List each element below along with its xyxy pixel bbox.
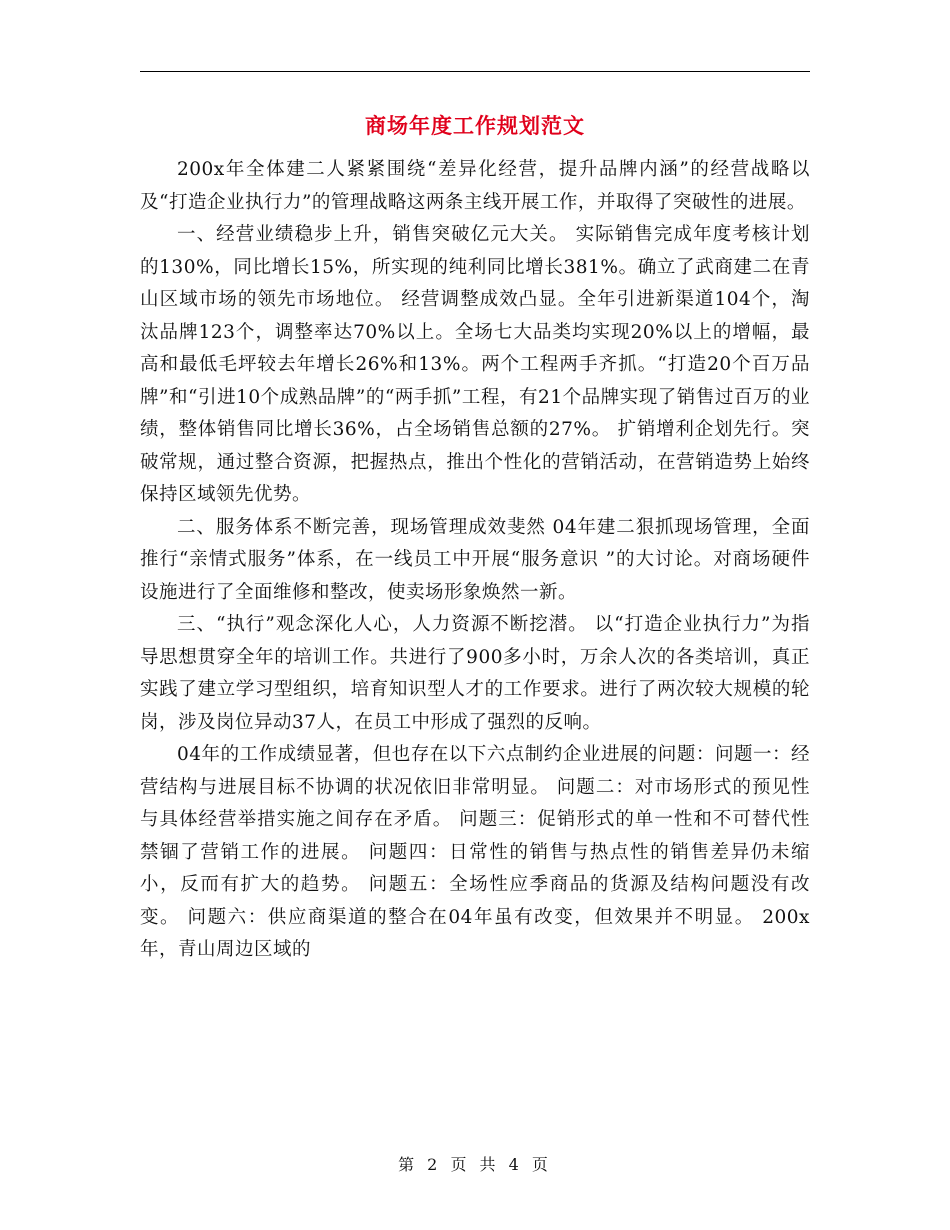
document-title: 商场年度工作规划范文 <box>365 113 585 138</box>
paragraph-section-1: 一、经营业绩稳步上升，销售突破亿元大关。 实际销售完成年度考核计划的130%，同比增长15%，所实现的纯利同比增长381%。确立了武商建二在青山区域市场的领先市场地位。 经营调整成效凸显。全年引进新渠道104个，淘汰品牌123个，调整率达70%以上。全场七大品类均实现20%以上的增幅，最高和最低毛坪较去年增长26%和13%。两个工程两手齐抓。“打造20个百万品牌”和“引进10个成熟品牌”的“两手抓”工程，有21个品牌实现了销售过百万的业绩，整体销售同比增长36%，占全场销售总额的27%。 扩销增利企划先行。突破常规，通过整合资源，把握热点，推出个性化的营销活动，在营销造势上始终保持区域领先优势。 <box>140 224 810 505</box>
paragraph-problems: 04年的工作成绩显著，但也存在以下六点制约企业进展的问题：问题一：经营结构与进展目标不协调的状况依旧非常明显。 问题二：对市场形式的预见性与具体经营举措实施之间存在矛盾。 问题三：促销形式的单一性和不可替代性禁锢了营销工作的进展。 问题四：日常性的销售与热点性的销售差异仍未缩小，反而有扩大的趋势。 问题五：全场性应季商品的货源及结构问题没有改变。 问题六：供应商渠道的整合在04年虽有改变，但效果并不明显。 200x年，青山周边区域的 <box>140 744 810 960</box>
header-rule <box>140 71 810 72</box>
page-number-footer: 第 2 页 共 4 页 <box>398 1155 552 1174</box>
paragraph-section-2: 二、服务体系不断完善，现场管理成效斐然 04年建二狠抓现场管理，全面推行“亲情式服务”体系，在一线员工中开展“服务意识 ”的大讨论。对商场硬件设施进行了全面维修和整改，使卖场形象焕然一新。 <box>140 516 810 603</box>
paragraph-intro: 200x年全体建二人紧紧围绕“差异化经营，提升品牌内涵”的经营战略以及“打造企业执行力”的管理战略这两条主线开展工作，并取得了突破性的进展。 <box>140 159 810 213</box>
paragraph-section-3: 三、“执行”观念深化人心，人力资源不断挖潜。 以“打造企业执行力”为指导思想贯穿全年的培训工作。共进行了900多小时，万余人次的各类培训，真正实践了建立学习型组织，培育知识型人才的工作要求。进行了两次较大规模的轮岗，涉及岗位异动37人，在员工中形成了强烈的反响。 <box>140 614 810 733</box>
document-body <box>140 154 810 967</box>
